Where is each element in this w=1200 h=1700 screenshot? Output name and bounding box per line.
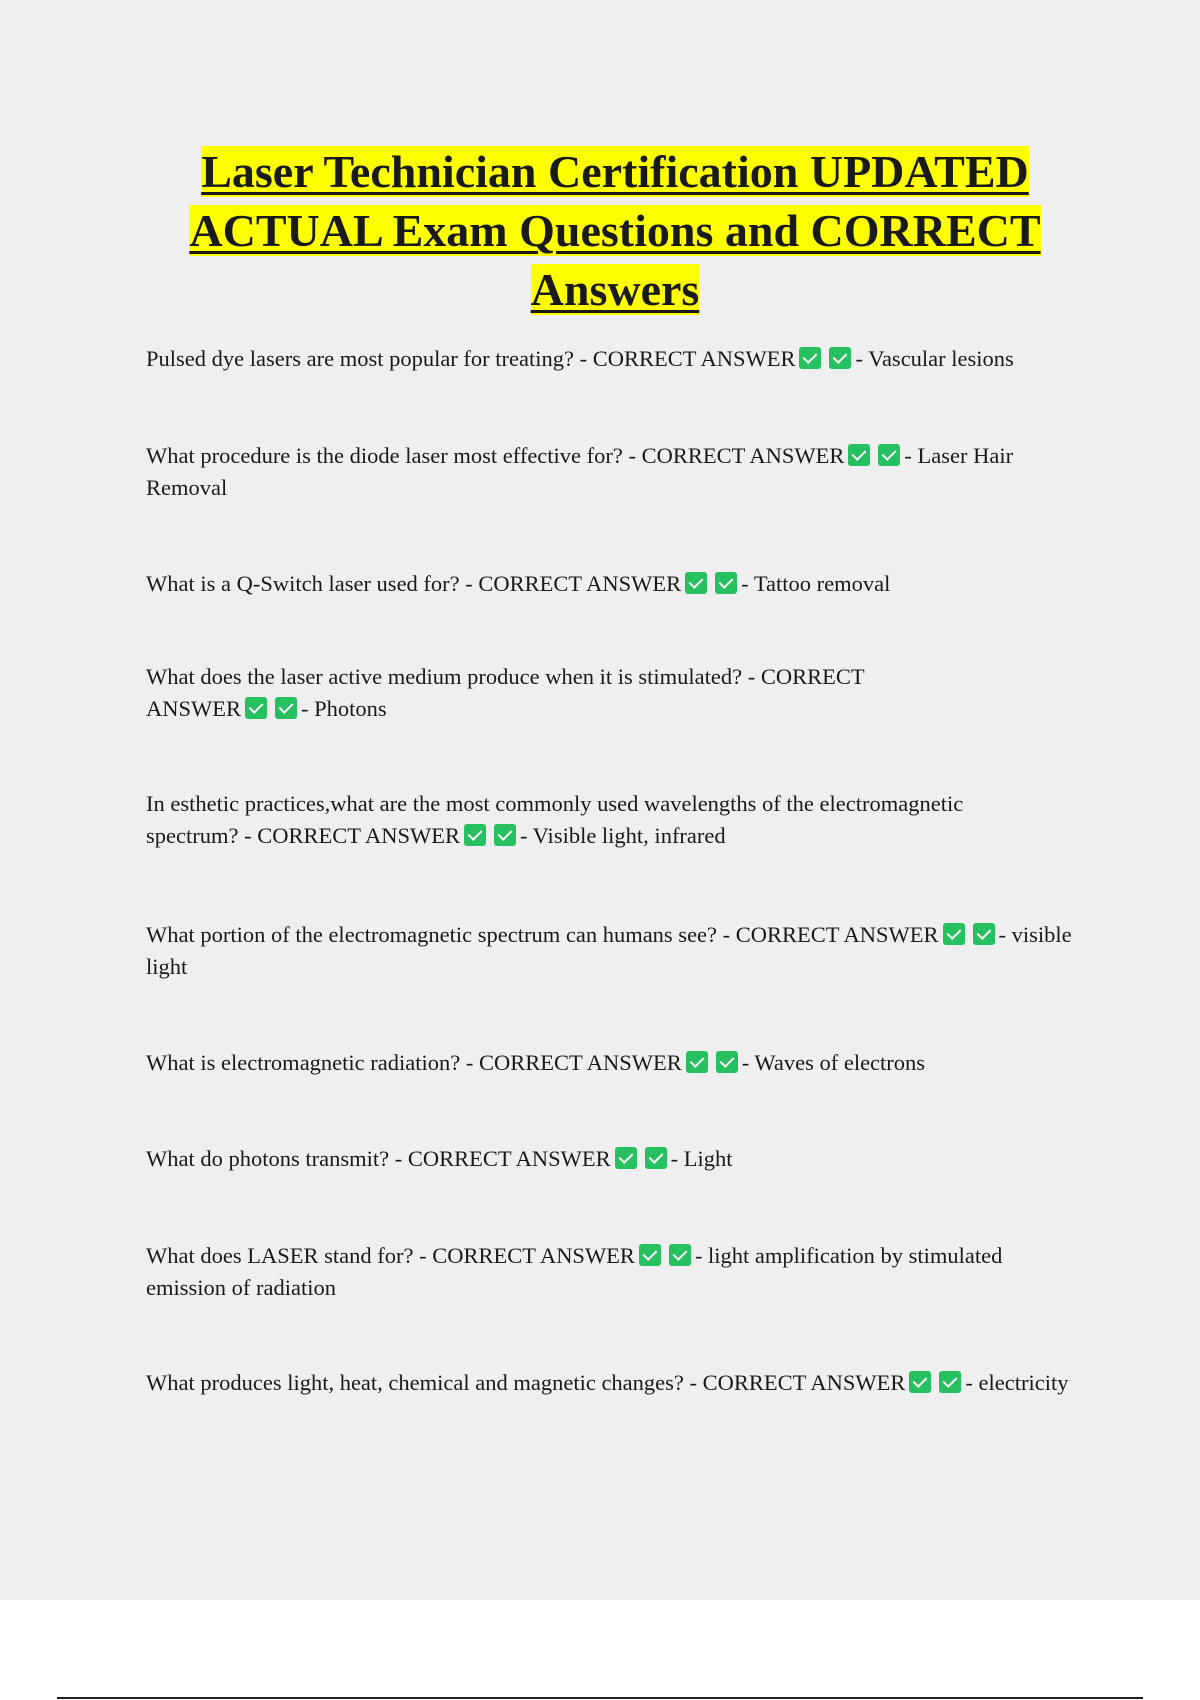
check-icon (275, 697, 297, 719)
question-text: What is a Q-Switch laser used for? (146, 571, 460, 596)
qa-item (146, 1367, 1086, 1399)
check-icon (669, 1244, 691, 1266)
check-icon (716, 1051, 738, 1073)
question-text: Pulsed dye lasers are most popular for treating? (146, 346, 574, 371)
check-icon (909, 1371, 931, 1393)
qa-item (146, 440, 1086, 504)
check-icon (615, 1147, 637, 1169)
answer-label: - CORRECT ANSWER (628, 443, 845, 468)
qa-item (146, 919, 1086, 983)
answer-text: - Visible light, infrared (519, 823, 726, 848)
check-icon (245, 697, 267, 719)
qa-item (146, 568, 1086, 600)
check-icon (829, 347, 851, 369)
footer-divider (57, 1697, 1143, 1699)
answer-text: - Laser Hair Removal (146, 443, 1014, 500)
qa-item (146, 343, 1086, 375)
check-icon (939, 1371, 961, 1393)
answer-label: - CORRECT ANSWER (689, 1370, 906, 1395)
check-icon (799, 347, 821, 369)
check-icon (848, 444, 870, 466)
qa-item (146, 1240, 1086, 1304)
answer-text: - electricity (965, 1370, 1069, 1395)
answer-label: - CORRECT ANSWER (465, 571, 682, 596)
answer-label: - CORRECT ANSWER (244, 823, 460, 848)
answer-text: - Waves of electrons (741, 1050, 926, 1075)
answer-text: - light amplification by stimulated emission of radiation (146, 1243, 1003, 1300)
answer-text: - Vascular lesions (855, 346, 1014, 371)
question-text: What does the laser active medium produce when it is stimulated? (146, 664, 743, 689)
answer-text: - visible light (146, 922, 1072, 979)
check-icon (464, 824, 486, 846)
check-icon (685, 572, 707, 594)
question-text: What does LASER stand for? (146, 1243, 414, 1268)
answer-label: - CORRECT ANSWER (722, 922, 939, 947)
check-icon (686, 1051, 708, 1073)
qa-item (146, 1047, 1086, 1079)
check-icon (715, 572, 737, 594)
question-text: What is electromagnetic radiation? (146, 1050, 461, 1075)
check-icon (639, 1244, 661, 1266)
answer-text: - Photons (301, 696, 387, 721)
question-text: What portion of the electromagnetic spectrum can humans see? (146, 922, 718, 947)
check-icon (943, 923, 965, 945)
check-icon (878, 444, 900, 466)
answer-label: - CORRECT ANSWER (146, 664, 865, 721)
qa-item (146, 1143, 1086, 1175)
question-text: What produces light, heat, chemical and magnetic changes? (146, 1370, 684, 1395)
qa-item (146, 788, 1046, 852)
question-text: What do photons transmit? (146, 1146, 390, 1171)
check-icon (973, 923, 995, 945)
question-text: What procedure is the diode laser most effective for? (146, 443, 623, 468)
answer-text: - Light (670, 1146, 733, 1171)
answer-label: - CORRECT ANSWER (579, 346, 796, 371)
answer-label: - CORRECT ANSWER (465, 1050, 682, 1075)
answer-label: - CORRECT ANSWER (419, 1243, 635, 1268)
check-icon (645, 1147, 667, 1169)
check-icon (494, 824, 516, 846)
question-text: In esthetic practices,what are the most commonly used wavelengths of the electromagnetic spectrum? (146, 791, 964, 848)
answer-text: - Tattoo removal (741, 571, 891, 596)
document-title: Laser Technician Certification UPDATED ACTUAL Exam Questions and CORRECT Answers (189, 146, 1041, 315)
answer-label: - CORRECT ANSWER (394, 1146, 611, 1171)
qa-item (146, 661, 946, 725)
